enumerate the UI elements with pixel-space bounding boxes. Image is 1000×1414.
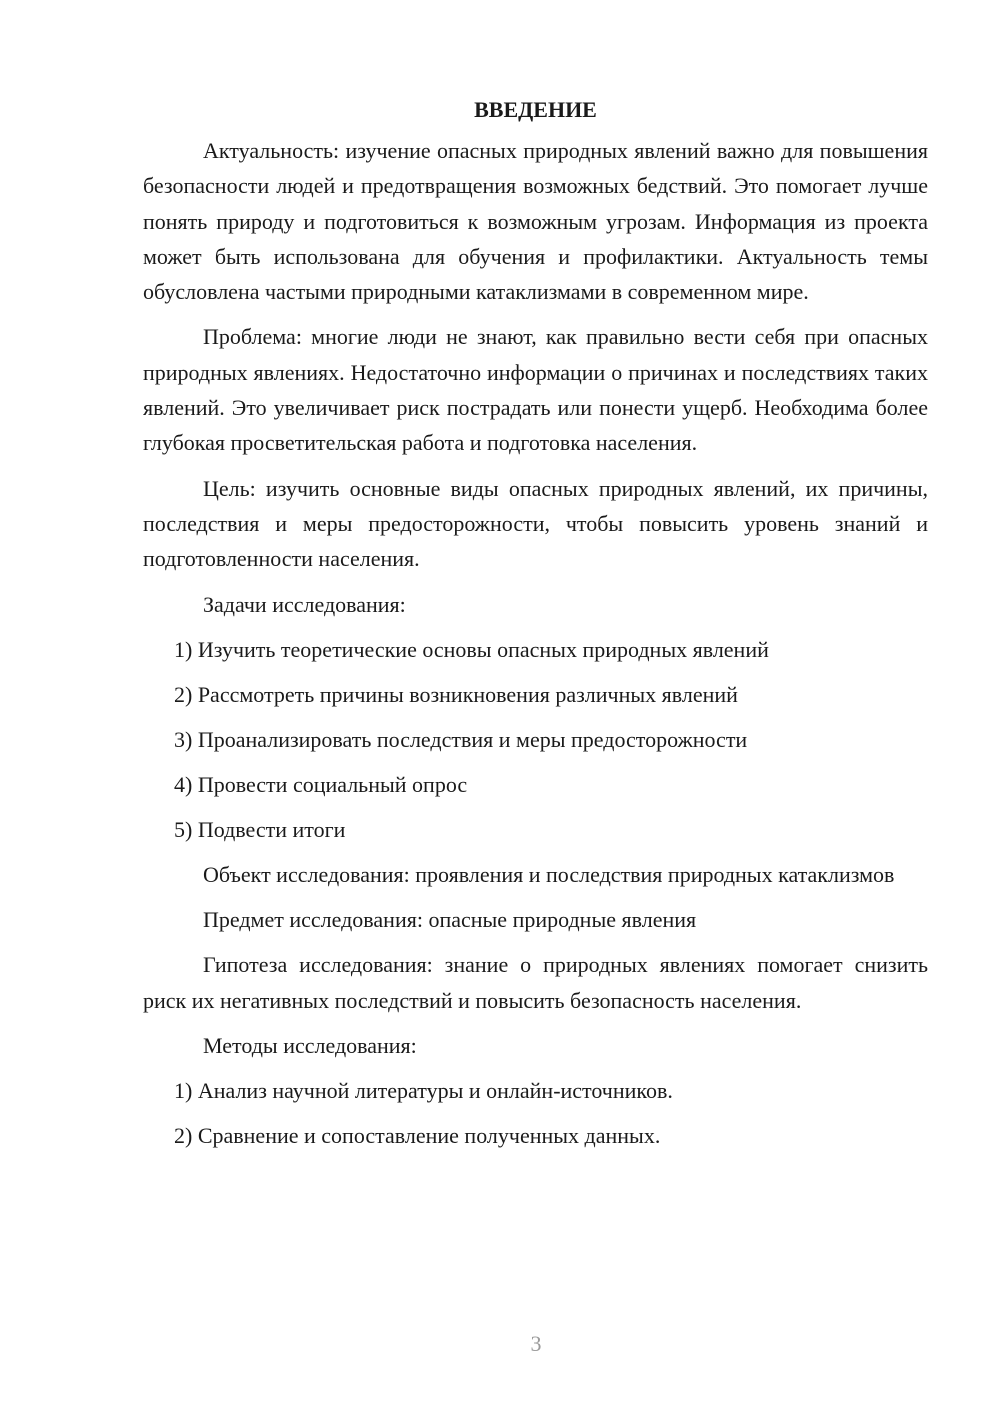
task-item: 1) Изучить теоретические основы опасных природных явлений — [174, 636, 769, 662]
tasks-heading: Задачи исследования: — [203, 591, 406, 617]
task-item: 4) Провести социальный опрос — [174, 771, 468, 797]
hypothesis-paragraph: Гипотеза исследования: знание о природных явлениях помогает снизить риск их негативных последствий и повысить безопасность населения. — [143, 952, 928, 1013]
task-item: 5) Подвести итоги — [174, 816, 346, 842]
task-item: 2) Рассмотреть причины возникновения различных явлений — [174, 681, 738, 707]
task-item: 3) Проанализировать последствия и меры предосторожности — [174, 726, 748, 752]
methods-heading: Методы исследования: — [203, 1033, 417, 1059]
page-number: 3 — [530, 1331, 542, 1356]
goal-paragraph: Цель: изучить основные виды опасных природных явлений, их причины, последствия и меры предосторожности, чтобы повысить уровень знаний и подготовленности населения. — [143, 475, 928, 572]
method-item: 1) Анализ научной литературы и онлайн-источников. — [174, 1078, 673, 1104]
problem-paragraph: Проблема: многие люди не знают, как правильно вести себя при опасных природных явлениях. Недостаточно информации о причинах и последствиях таких явлений. Это увеличивает риск пострадать или понести ущерб. Необходима более глубокая просветительская работа и подготовка населения. — [143, 324, 928, 456]
object-paragraph: Объект исследования: проявления и последствия природных катаклизмов — [203, 861, 895, 887]
document-page — [143, 92, 928, 1163]
relevance-paragraph: Актуальность: изучение опасных природных явлений важно для повышения безопасности людей и предотвращения возможных бедствий. Это помогает лучше понять природу и подготовиться к возможным угрозам. Информация из проекта может быть использована для обучения и профилактики. Актуальность темы обусловлена частыми природными катаклизмами в современном мире. — [143, 138, 928, 305]
subject-paragraph: Предмет исследования: опасные природные явления — [203, 907, 697, 933]
method-item: 2) Сравнение и сопоставление полученных данных. — [174, 1123, 661, 1149]
section-title: ВВЕДЕНИЕ — [474, 97, 597, 122]
